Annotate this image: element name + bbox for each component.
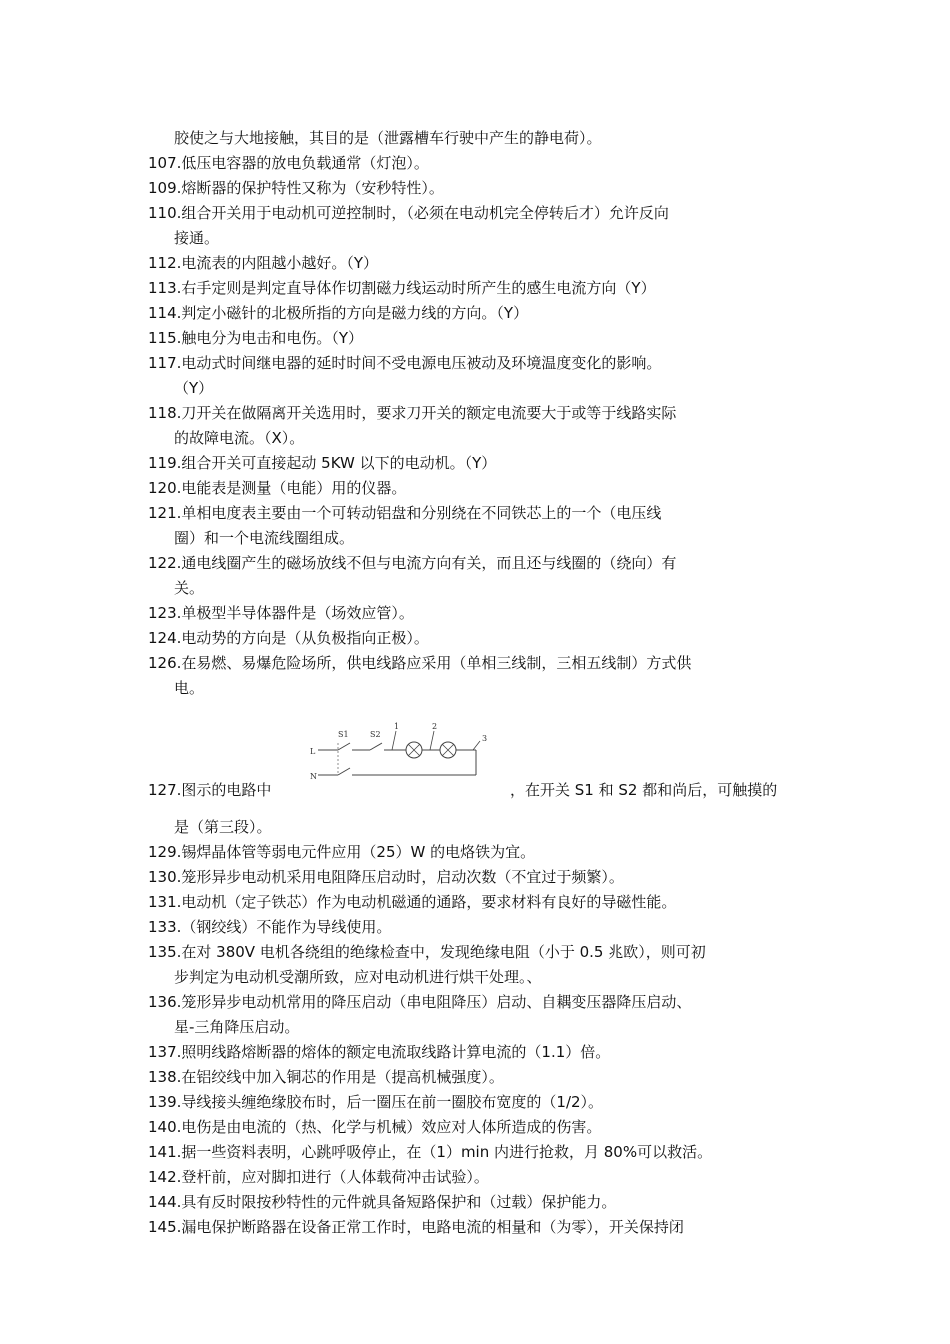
question-118: 118.刀开关在做隔离开关选用时，要求刀开关的额定电流要大于或等于线路实际: [148, 404, 677, 422]
items-before-figure: [148, 126, 808, 701]
question-136-line-2: 星-三角降压启动。: [174, 1018, 300, 1036]
question-122-line-2: 关。: [174, 579, 205, 597]
question-130: 130.笼形异步电动机采用电阻降压启动时，启动次数（不宜过于频繁）。: [148, 868, 624, 886]
question-106-cont: 胶使之与大地接触，其目的是（泄露槽车行驶中产生的静电荷）。: [174, 129, 602, 147]
leader-1: [392, 731, 396, 750]
question-117: 117.电动式时间继电器的延时时间不受电源电压被动及环境温度变化的影响。: [148, 354, 662, 372]
question-140: 140.电伤是由电流的（热、化学与机械）效应对人体所造成的伤害。: [148, 1118, 602, 1136]
question-121: 121.单相电度表主要由一个可转动铝盘和分别绕在不同铁芯上的一个（电压线: [148, 504, 662, 522]
question-135: 135.在对 380V 电机各绕组的绝缘检查中，发现绝缘电阻（小于 0.5 兆欧），则可初: [148, 943, 706, 961]
question-109: 109.熔断器的保护特性又称为（安秒特性）。: [148, 179, 444, 197]
question-138: 138.在铝绞线中加入铜芯的作用是（提高机械强度）。: [148, 1068, 504, 1086]
question-114: 114.判定小磁针的北极所指的方向是磁力线的方向。（Y）: [148, 304, 529, 322]
circuit-diagram: [308, 717, 508, 787]
circuit-label-1: 1: [394, 722, 400, 731]
question-110: 110.组合开关用于电动机可逆控制时，（必须在电动机完全停转后才）允许反向: [148, 204, 669, 222]
question-112: 112.电流表的内阻越小越好。（Y）: [148, 254, 379, 272]
switch-s1-blade: [338, 743, 350, 750]
question-135-line-2: 步判定为电动机受潮所致，应对电动机进行烘干处理。、: [174, 968, 542, 986]
question-123: 123.单极型半导体器件是（场效应管）。: [148, 604, 414, 622]
question-124: 124.电动势的方向是（从负极指向正极）。: [148, 629, 429, 647]
question-113: 113.右手定则是判定直导体作切割磁力线运动时所产生的感生电流方向（Y）: [148, 279, 656, 297]
question-133: 133.（钢绞线）不能作为导线使用。: [148, 918, 392, 936]
question-118-line-2: 的故障电流。（X）。: [174, 429, 305, 447]
question-131: 131.电动机（定子铁芯）作为电动机磁通的通路，要求材料有良好的导磁性能。: [148, 893, 677, 911]
question-139: 139.导线接头缠绝缘胶布时，后一圈压在前一圈胶布宽度的（1/2）。: [148, 1093, 604, 1111]
question-144: 144.具有反时限按秒特性的元件就具备短路保护和（过载）保护能力。: [148, 1193, 617, 1211]
circuit-label-2: 2: [432, 722, 438, 731]
switch-s1-n-blade: [338, 768, 350, 775]
question-110-line-2: 接通。: [174, 229, 220, 247]
question-119: 119.组合开关可直接起动 5KW 以下的电动机。（Y）: [148, 454, 497, 472]
question-137: 137.照明线路熔断器的熔体的额定电流取线路计算电流的（1.1）倍。: [148, 1043, 611, 1061]
circuit-label-l: L: [310, 747, 316, 756]
question-127: [148, 717, 808, 815]
leader-3: [473, 741, 480, 750]
question-145: 145.漏电保护断路器在设备正常工作时，电路电流的相量和（为零），开关保持闭: [148, 1218, 684, 1236]
question-list: [148, 126, 808, 1240]
circuit-label-s2: S2: [370, 730, 381, 739]
question-126: 126.在易燃、易爆危险场所，供电线路应采用（单相三线制，三相五线制）方式供: [148, 654, 692, 672]
question-115: 115.触电分为电击和电伤。（Y）: [148, 329, 364, 347]
question-126-line-2: 电。: [174, 679, 205, 697]
items-after-figure: [148, 840, 808, 1240]
question-127-tail: ，在开关 S1 和 S2 都和尚后，可触摸的: [510, 781, 778, 799]
switch-s2-blade: [370, 743, 382, 750]
question-142: 142.登杆前，应对脚扣进行（人体载荷冲击试验）。: [148, 1168, 489, 1186]
question-141: 141.据一些资料表明，心跳呼吸停止，在（1）min 内进行抢救，月 80%可以救活。: [148, 1143, 713, 1161]
question-122: 122.通电线圈产生的磁场放线不但与电流方向有关，而且还与线圈的（绕向）有: [148, 554, 677, 572]
question-136: 136.笼形异步电动机常用的降压启动（串电阻降压）启动、自耦变压器降压启动、: [148, 993, 692, 1011]
circuit-label-n: N: [310, 772, 317, 781]
question-127-cont: 是（第三段）。: [174, 818, 272, 836]
question-117-line-2: （Y）: [174, 379, 214, 397]
leader-2: [430, 731, 434, 750]
circuit-label-s1: S1: [338, 730, 349, 739]
question-121-line-2: 圈）和一个电流线圈组成。: [174, 529, 355, 547]
question-107: 107.低压电容器的放电负载通常（灯泡）。: [148, 154, 429, 172]
question-120: 120.电能表是测量（电能）用的仪器。: [148, 479, 407, 497]
question-129: 129.锡焊晶体管等弱电元件应用（25）W 的电烙铁为宜。: [148, 843, 536, 861]
question-127-lead: 127.图示的电路中: [148, 781, 272, 799]
circuit-label-3: 3: [482, 734, 488, 743]
